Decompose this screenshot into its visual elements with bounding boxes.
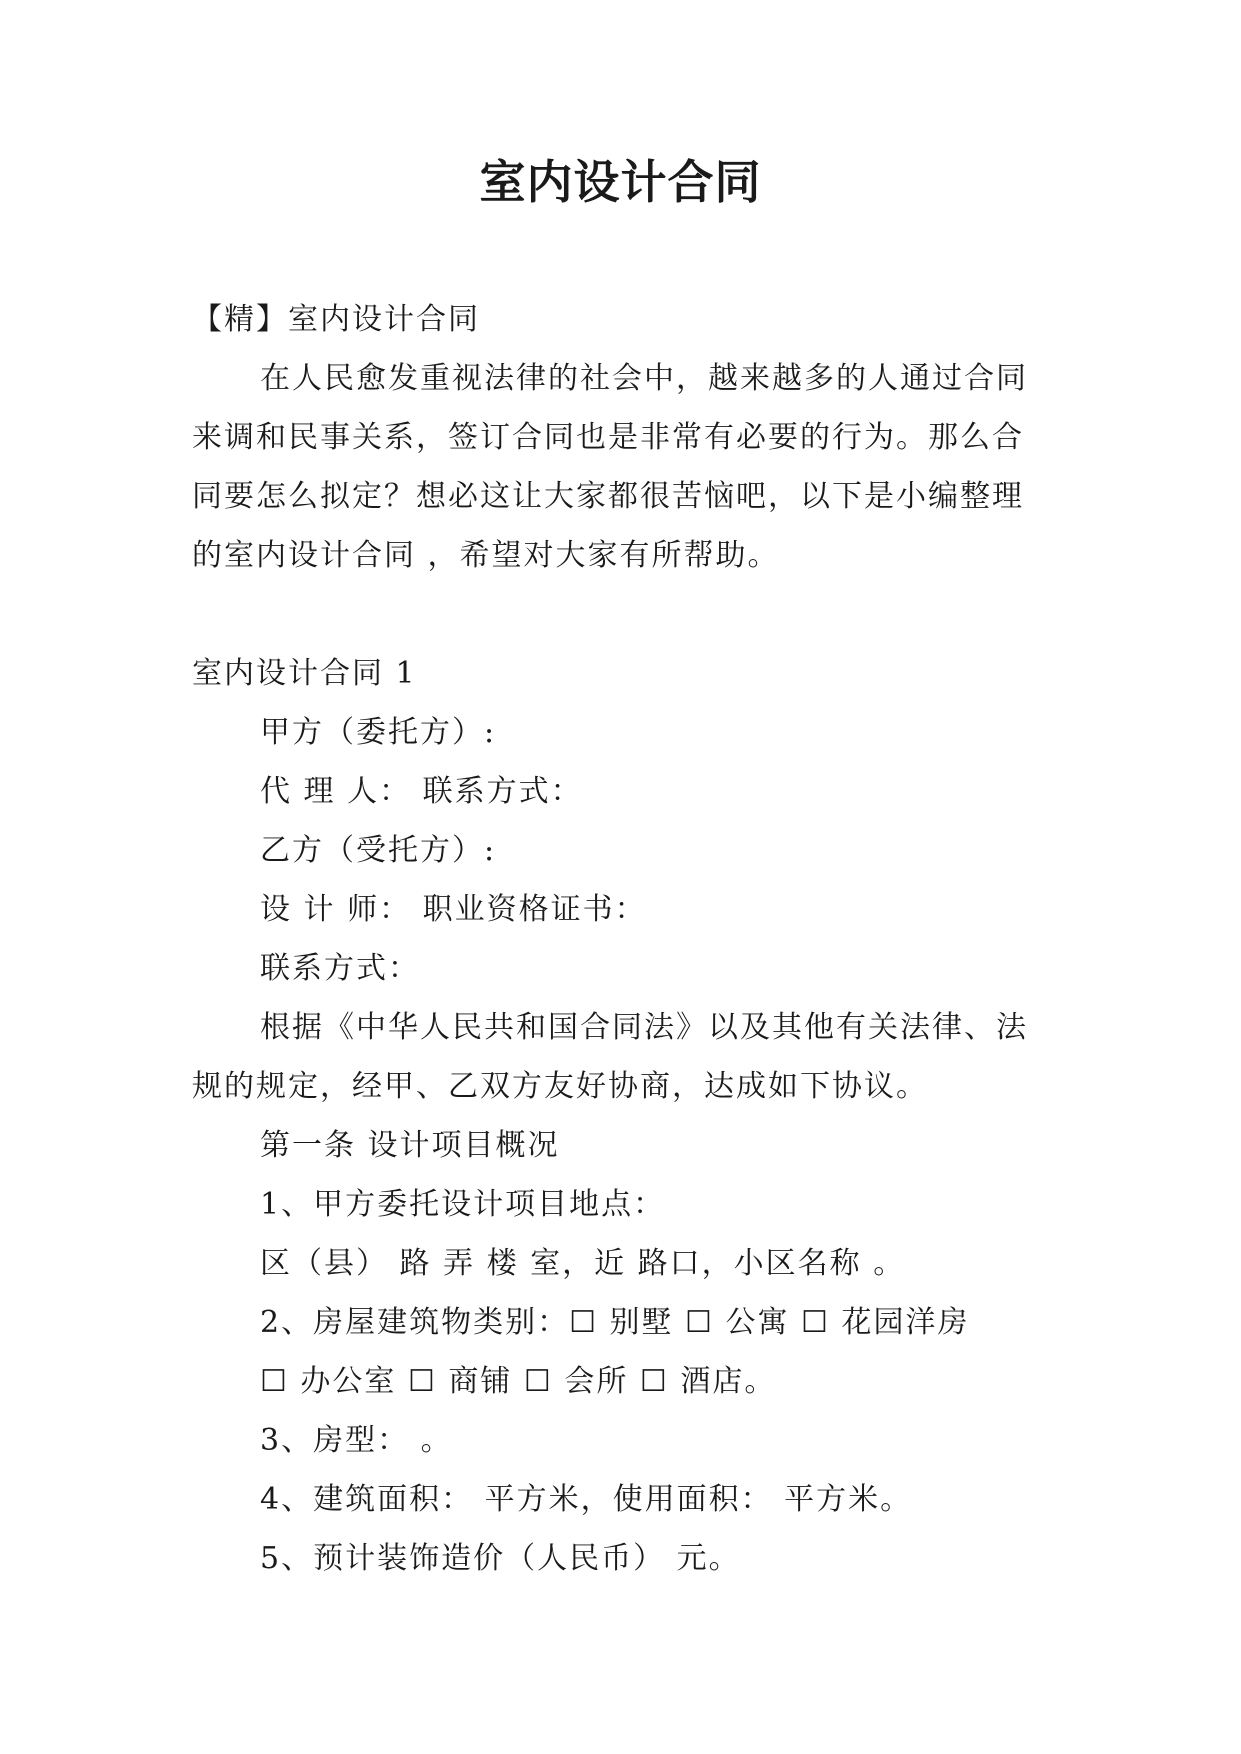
- item-2-building-type: 2、房屋建筑物类别：☐ 别墅 ☐ 公寓 ☐ 花园洋房: [260, 1305, 970, 1340]
- intro-paragraph: 在人民愈发重视法律的社会中，越来越多的人通过合同来调和民事关系，签订合同也是非常有必要的行为。那么合同要怎么拟定？想必这让大家都很苦恼吧，以下是小编整理的室内设计合同 ，希望对大家有所帮助。: [192, 361, 1028, 573]
- item-1-detail: 区（县） 路 弄 楼 室，近 路口，小区名称 。: [260, 1246, 906, 1281]
- basis-paragraph: 根据《中华人民共和国合同法》以及其他有关法律、法规的规定，经甲、乙双方友好协商，达成如下协议。: [192, 1010, 1028, 1104]
- designer-line: 设 计 师： 职业资格证书：: [260, 892, 647, 927]
- contact-line: 联系方式：: [260, 951, 420, 986]
- party-a-line: 甲方（委托方）:: [260, 715, 497, 750]
- item-5-cost: 5、预计装饰造价（人民币） 元。: [260, 1541, 741, 1576]
- article-1-heading: 第一条 设计项目概况: [260, 1128, 560, 1163]
- agent-line: 代 理 人： 联系方式：: [260, 774, 583, 809]
- section-heading: 室内设计合同 1: [192, 656, 417, 691]
- party-b-line: 乙方（受托方）:: [260, 833, 497, 868]
- document-title: 室内设计合同: [479, 155, 762, 209]
- document-body: [192, 290, 1052, 1588]
- document-subtitle: 【精】室内设计合同: [192, 302, 480, 337]
- item-3-layout: 3、房型： 。: [260, 1423, 453, 1458]
- item-1-location: 1、甲方委托设计项目地点：: [260, 1187, 666, 1222]
- item-2-building-type-cont: ☐ 办公室 ☐ 商铺 ☐ 会所 ☐ 酒店。: [260, 1364, 777, 1399]
- item-4-area: 4、建筑面积： 平方米，使用面积： 平方米。: [260, 1482, 913, 1517]
